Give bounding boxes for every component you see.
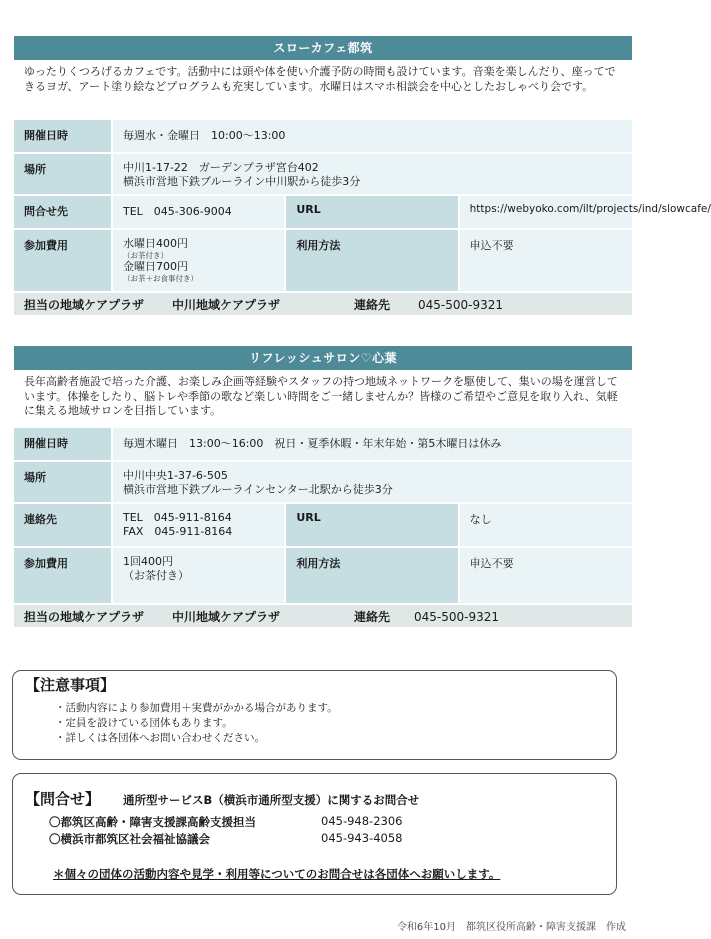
card-title: スローカフェ都筑 [14,36,632,60]
inquiry-title: 【問合せ】 [25,790,101,808]
card-description: 長年高齢者施設で培った介護、お楽しみ企画等経験やスタッフの持つ地域ネットワークを駆使して、集いの場を運営しています。体操をしたり、脳トレや季節の歌など楽しい時間をご一緒しませんか？皆様のご希望やご意見を取り入れ、気軽に集える地域サロンを目指しています。 [14,370,632,426]
card-title: リフレッシュサロン♡心葉 [14,346,632,370]
care-plaza-row [14,291,632,315]
inquiry-box [12,773,617,895]
inquiry-tel-2: 045-943-4058 [321,831,403,845]
schedule-label: 開催日時 [14,119,112,153]
method-label: 利用方法 [285,229,458,291]
fee-value [112,547,285,603]
fee-friday: 金曜日700円 [123,260,188,273]
inquiry-org-1: 〇都筑区高齢・障害支援課高齢支援担当 [49,815,256,829]
schedule-value: 毎週水・金曜日 10:00〜13:00 [112,119,632,153]
place-address: 中川中央1-37-6-505 [123,469,228,482]
fee-wednesday-note: （お茶付き） [123,251,168,260]
card-slow-cafe [14,36,711,315]
notes-box [12,670,617,760]
notes-item: ・詳しくは各団体へお問い合わせください。 [55,732,265,744]
fee-label: 参加費用 [14,229,112,291]
notes-item: ・定員を設けている団体もあります。 [55,717,233,729]
inquiry-org-2: 〇横浜市都筑区社会福祉協議会 [49,832,210,846]
place-access: 横浜市営地下鉄ブルーラインセンター北駅から徒歩3分 [123,483,393,496]
inquiry-note: ＊個々の団体の活動内容や見学・利用等についてのお問合せは各団体へお願いします。 [53,867,501,881]
care-plaza-contact-label: 連絡先 [354,610,391,624]
info-table [14,426,632,603]
contact-fax: FAX 045-911-8164 [123,525,233,538]
contact-label: 問合せ先 [14,195,112,229]
info-table [14,118,711,291]
fee-value [112,229,285,291]
url-value: なし [459,503,632,547]
place-value [112,153,632,195]
credit-line: 令和6年10月 都筑区役所高齢・障害支援課 作成 [396,922,626,933]
contact-tel: TEL 045-306-9004 [112,195,285,229]
care-plaza-label: 担当の地域ケアプラザ [24,298,145,312]
method-label: 利用方法 [285,547,458,603]
schedule-value: 毎週木曜日 13:00〜16:00 祝日・夏季休暇・年末年始・第5木曜日は休み [112,427,632,461]
fee-note: （お茶付き） [123,569,189,582]
contact-value [112,503,285,547]
place-access: 横浜市営地下鉄ブルーライン中川駅から徒歩3分 [123,175,361,188]
url-label: URL [285,195,458,229]
contact-tel: TEL 045-911-8164 [123,511,232,524]
care-plaza-name: 中川地域ケアプラザ [172,298,281,312]
method-value: 申込不要 [459,229,632,291]
care-plaza-contact: 045-500-9321 [414,610,500,624]
contact-label: 連絡先 [14,503,112,547]
notes-list [55,701,338,746]
care-plaza-contact: 045-500-9321 [418,298,504,312]
care-plaza-label: 担当の地域ケアプラザ [24,610,145,624]
inquiry-subtitle: 通所型サービスB（横浜市通所型支援）に関するお問合せ [123,793,420,807]
care-plaza-name: 中川地域ケアプラザ [172,610,281,624]
url-link[interactable]: https://webyoko.com/ilt/projects/ind/slowcafe/ [459,195,632,229]
notes-item: ・活動内容により参加費用＋実費がかかる場合があります。 [55,702,338,714]
url-label: URL [285,503,458,547]
card-refresh-salon [14,346,632,627]
method-value: 申込不要 [459,547,632,603]
inquiry-tel-1: 045-948-2306 [321,814,403,828]
fee-amount: 1回400円 [123,555,173,568]
schedule-label: 開催日時 [14,427,112,461]
place-address: 中川1-17-22 ガーデンプラザ宮台402 [123,161,319,174]
card-description: ゆったりくつろげるカフェです。活動中には頭や体を使い介護予防の時間も設けています。音楽を楽しんだり、座ってできるヨガ、アート塗り絵などプログラムも充実しています。水曜日はスマホ相談会を中心としたおしゃべり会です。 [14,60,632,118]
notes-title: 【注意事項】 [25,676,116,694]
fee-friday-note: （お茶＋お食事付き） [123,274,198,283]
place-label: 場所 [14,153,112,195]
care-plaza-contact-label: 連絡先 [354,298,391,312]
care-plaza-row [14,603,632,627]
place-label: 場所 [14,461,112,503]
fee-wednesday: 水曜日400円 [123,237,188,250]
fee-label: 参加費用 [14,547,112,603]
place-value [112,461,632,503]
